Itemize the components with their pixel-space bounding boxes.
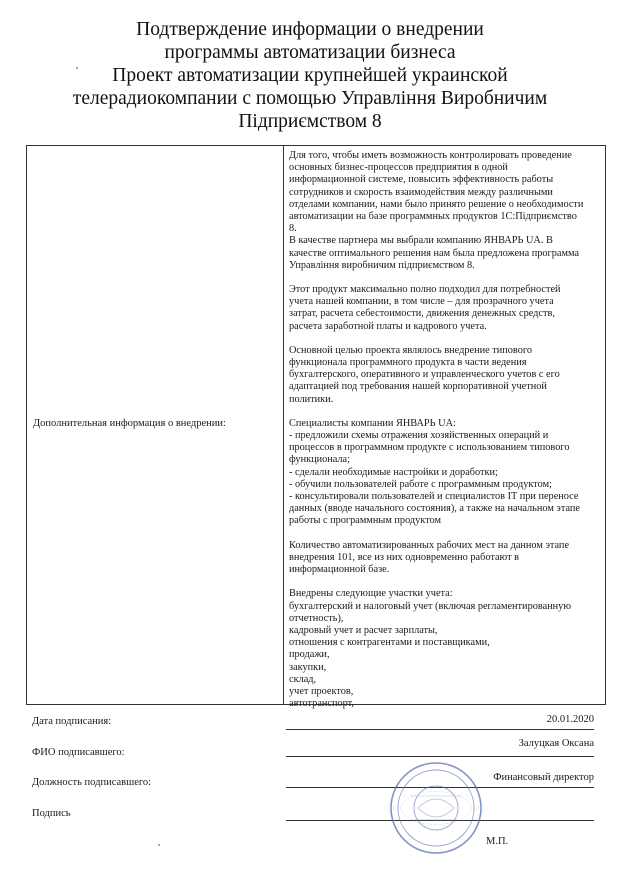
- description-line: внедрения 101, все из них одновременно работают в: [289, 551, 520, 563]
- title-line-2: программы автоматизации бизнеса: [164, 42, 456, 63]
- description-line: бухгалтерского, оперативного и управленческого учетов с его: [289, 369, 560, 381]
- description-line: Основной целью проекта являлось внедрение типового: [289, 344, 532, 356]
- description-line: отделами компании, нами было принято решение о необходимости: [289, 198, 584, 210]
- date-value: 20.01.2020: [546, 714, 594, 725]
- scan-speck: [76, 67, 78, 69]
- description-line: Специалисты компании ЯНВАРЬ UA:: [289, 417, 456, 429]
- description-line: политики.: [289, 393, 334, 405]
- description-line: отчетность),: [289, 612, 344, 624]
- description-line: Этот продукт максимально полно подходил для потребностей: [289, 284, 561, 296]
- signer-position-label: Должность подписавшего:: [32, 777, 152, 788]
- description-line: Внедрены следующие участки учета:: [289, 588, 453, 600]
- description-line: учета нашей компании, в том числе – для прозрачного учета: [289, 296, 554, 308]
- description-line: качестве оптимального решения нам была предложена программа: [289, 247, 579, 259]
- description-line: учет проектов,: [289, 685, 354, 697]
- description-line: кадровый учет и расчет зарплаты,: [289, 624, 438, 636]
- title-line-1: Подтверждение информации о внедрении: [136, 19, 484, 40]
- signer-position-value: Финансовый директор: [493, 772, 594, 783]
- description-line: бухгалтерский и налоговый учет (включая регламентированную: [289, 600, 572, 612]
- description-line: - консультировали пользователей и специалистов IT при переносе: [289, 491, 579, 503]
- description-line: информационной базе.: [289, 564, 390, 576]
- description-line: Количество автоматизированных рабочих мест на данном этапе: [289, 539, 570, 551]
- seal-placeholder-label: М.П.: [486, 836, 509, 847]
- description-line: процессов в программном продукте с использованием типового: [289, 442, 570, 454]
- date-label: Дата подписания:: [32, 716, 112, 727]
- scan-speck: [158, 844, 160, 846]
- description-line: сотрудников и скорость взаимодействия между различными: [289, 186, 553, 198]
- description-line: отношения с контрагентами и поставщиками,: [289, 637, 490, 649]
- description-line: В качестве партнера мы выбрали компанию ЯНВАРЬ UA. В: [289, 235, 553, 247]
- description-line: - сделали необходимые настройки и доработки;: [289, 466, 498, 478]
- name-underline: [286, 756, 594, 757]
- description-line: функционала программного продукта в части ведения: [289, 357, 527, 369]
- description-line: автотранспорт,: [289, 698, 354, 710]
- title-line-5: Підприємством 8: [238, 111, 382, 132]
- description-line: 8.: [289, 223, 297, 235]
- date-underline: [286, 729, 594, 730]
- signer-name-value: Залуцкая Оксана: [518, 738, 594, 749]
- description-line: Управління виробничим підприємством 8.: [289, 259, 475, 271]
- description-line: - предложили схемы отражения хозяйственных операций и: [289, 430, 549, 442]
- description-line: информационной системе, повысить эффективность работы: [289, 174, 554, 186]
- company-seal-stamp: [388, 760, 484, 856]
- description-line: адаптацией под требования нашей корпоративной учетной: [289, 381, 547, 393]
- description-line: автоматизации на базе программных продуктов 1С:Підприємство: [289, 211, 577, 223]
- description-line: функционала;: [289, 454, 350, 466]
- description-line: затрат, расчета себестоимости, движения денежных средств,: [289, 308, 555, 320]
- description-line: расчета заработной платы и кадрового учета.: [289, 320, 487, 332]
- additional-info-label: Дополнительная информация о внедрении:: [33, 418, 226, 429]
- description-line: - обучили пользователей работе с программным продуктом;: [289, 478, 552, 490]
- description-line: продажи,: [289, 649, 330, 661]
- title-line-4: телерадиокомпании с помощью Управління Виробничим: [72, 88, 548, 109]
- title-line-3: Проект автоматизации крупнейшей украинской: [112, 65, 508, 86]
- description-line: основных бизнес-процессов предприятия в одной: [289, 162, 508, 174]
- signature-label: Подпись: [32, 808, 71, 819]
- description-line: данных (вводе начального состояния), а также на начальном этапе: [289, 503, 580, 515]
- description-line: закупки,: [289, 661, 327, 673]
- description-line: работы с программным продуктом: [289, 515, 442, 527]
- description-line: склад,: [289, 673, 317, 685]
- signer-name-label: ФИО подписавшего:: [32, 747, 125, 758]
- description-line: Для того, чтобы иметь возможность контролировать проведение: [289, 150, 572, 161]
